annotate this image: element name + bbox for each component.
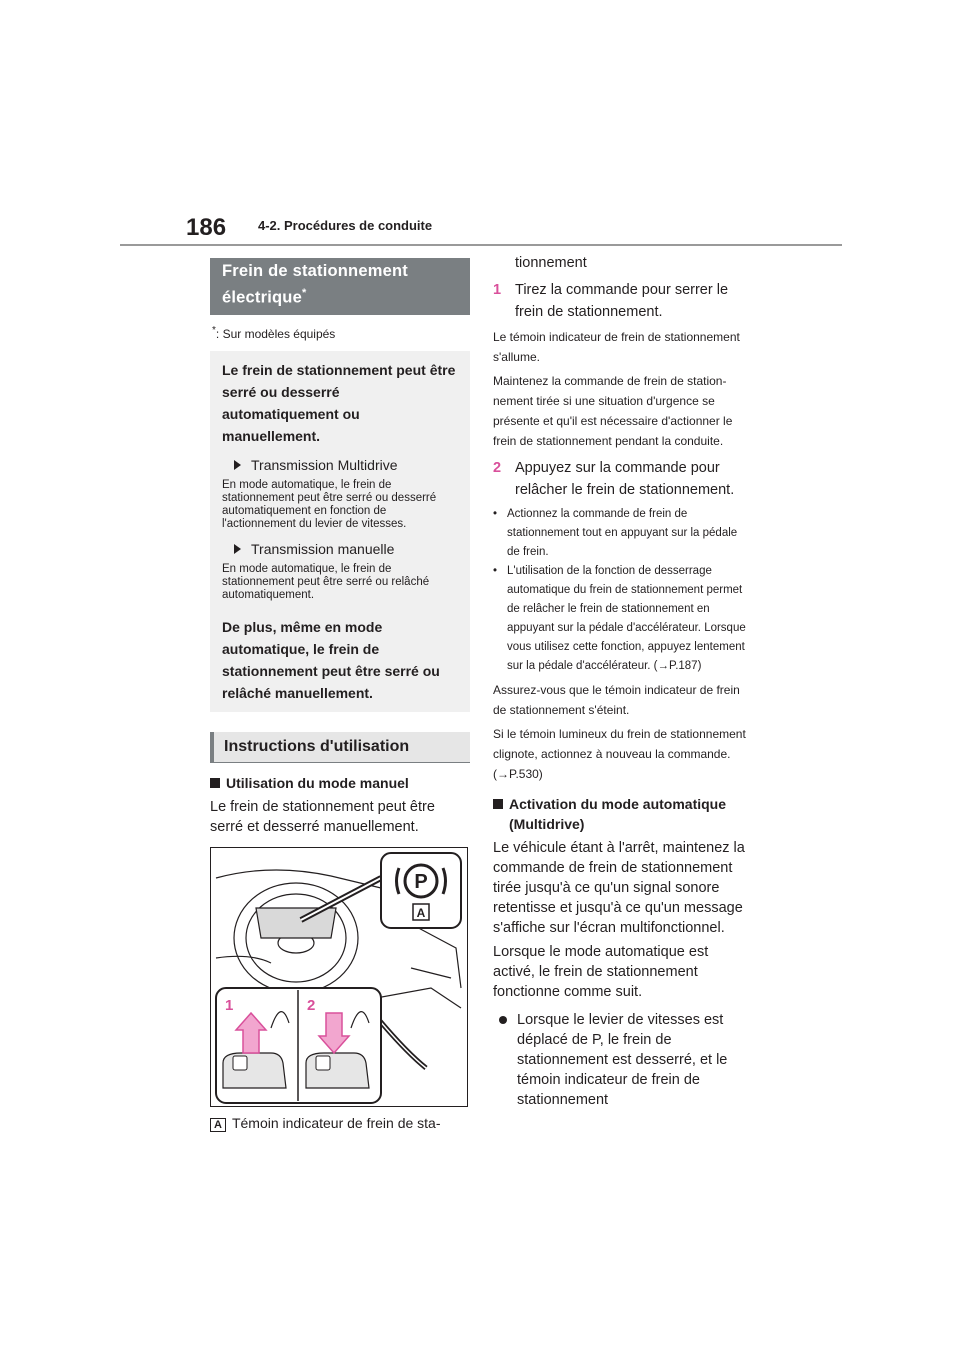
page-number: 186 bbox=[186, 214, 227, 241]
step-2: 2 Appuyez sur la commande pour relâcher le frein de stationnement. bbox=[493, 460, 735, 498]
step-1: 1 Tirez la commande pour serrer le frein de stationnement. bbox=[493, 282, 729, 320]
right-column bbox=[493, 253, 751, 1110]
bullet-manual: Transmission manuelle bbox=[222, 541, 460, 557]
square-bullet-icon bbox=[493, 799, 503, 809]
note-2: Maintenez la commande de frein de station- nement tirée si une situation d'urgence se présente et qu'il est nécessaire d'actionner le frein de stationnement pendant la conduite. bbox=[493, 374, 733, 448]
heading-manual-mode: Utilisation du mode manuel bbox=[210, 773, 470, 793]
section-rule bbox=[210, 762, 470, 763]
figure-caption: A Témoin indicateur de frein de sta- bbox=[210, 1115, 470, 1132]
info-intro: Le frein de stationnement peut être serré ou desserré automatiquement ou manuellement. bbox=[222, 361, 456, 444]
step-2-notes bbox=[493, 505, 751, 676]
list-item: • Actionnez la commande de frein de stationnement tout en appuyant sur la pédale de frein. bbox=[493, 508, 738, 558]
caption-continuation: tionnement bbox=[515, 255, 587, 271]
manual-mode-text: Le frein de stationnement peut être serré et desserré manuellement. bbox=[210, 798, 435, 835]
info-box bbox=[210, 351, 470, 712]
list-item: • L'utilisation de la fonction de desserrage automatique du frein de stationnement permet de relâcher le frein de stationnement en appuyant sur la pédale d'accélérateur. Lorsque vous utilisez cette fonction, appuyez lentement sur la pédale d'accélérateur. (→P.187) bbox=[493, 565, 746, 672]
dashboard-illustration bbox=[211, 848, 467, 1106]
section-title-instructions: Instructions d'utilisation bbox=[210, 732, 470, 762]
note-1: Le témoin indicateur de frein de stationnement s'allume. bbox=[493, 330, 740, 364]
info-outro: De plus, même en mode automatique, le frein de stationnement peut être serré ou relâché manuellement. bbox=[222, 618, 440, 701]
left-column bbox=[210, 258, 470, 1132]
figure-label-1: 1 bbox=[225, 996, 234, 1014]
parking-brake-figure bbox=[210, 847, 468, 1107]
header-rule bbox=[120, 244, 842, 246]
multidrive-text: En mode automatique, le frein de stationnement peut être serré ou desserré automatiquement en fonction de l'actionnement du levier de vitesses. bbox=[222, 478, 437, 530]
figure-label-p: P bbox=[414, 870, 428, 893]
auto-mode-text-2: Lorsque le mode automatique est activé, le frein de stationnement fonctionne comme suit. bbox=[493, 944, 709, 1000]
bullet-multidrive: Transmission Multidrive bbox=[222, 457, 460, 473]
list-item: Lorsque le levier de vitesses est déplacé de P, le frein de stationnement est desserré, et le témoin indicateur de frein de stationnement bbox=[493, 1010, 751, 1110]
triangle-bullet-icon bbox=[234, 544, 241, 554]
square-bullet-icon bbox=[210, 778, 220, 788]
figure-label-2: 2 bbox=[307, 996, 316, 1014]
caption-label: A bbox=[210, 1118, 226, 1132]
triangle-bullet-icon bbox=[234, 460, 241, 470]
footnote: *: Sur modèles équipés bbox=[212, 324, 336, 341]
heading-auto-mode: Activation du mode automatique (Multidrive) bbox=[493, 794, 751, 834]
section-title-electric-parking-brake: Frein de stationnement électrique* bbox=[210, 258, 470, 315]
note-4: Si le témoin lumineux du frein de stationnement clignote, actionnez à nouveau la commande. (→P.530) bbox=[493, 727, 746, 781]
chapter-title: 4-2. Procédures de conduite bbox=[258, 218, 433, 233]
manual-text: En mode automatique, le frein de stationnement peut être serré ou relâché automatiquement. bbox=[222, 562, 430, 601]
auto-mode-text: Le véhicule étant à l'arrêt, maintenez la commande de frein de stationnement tirée jusqu'à ce qu'un signal sonore retentisse et jusqu'à ce qu'un message s'affiche sur l'écran multifonctionnel. bbox=[493, 840, 745, 936]
note-3: Assurez-vous que le témoin indicateur de frein de stationnement s'éteint. bbox=[493, 683, 740, 717]
figure-label-a: A bbox=[416, 905, 426, 920]
circle-bullet-icon bbox=[499, 1016, 507, 1024]
